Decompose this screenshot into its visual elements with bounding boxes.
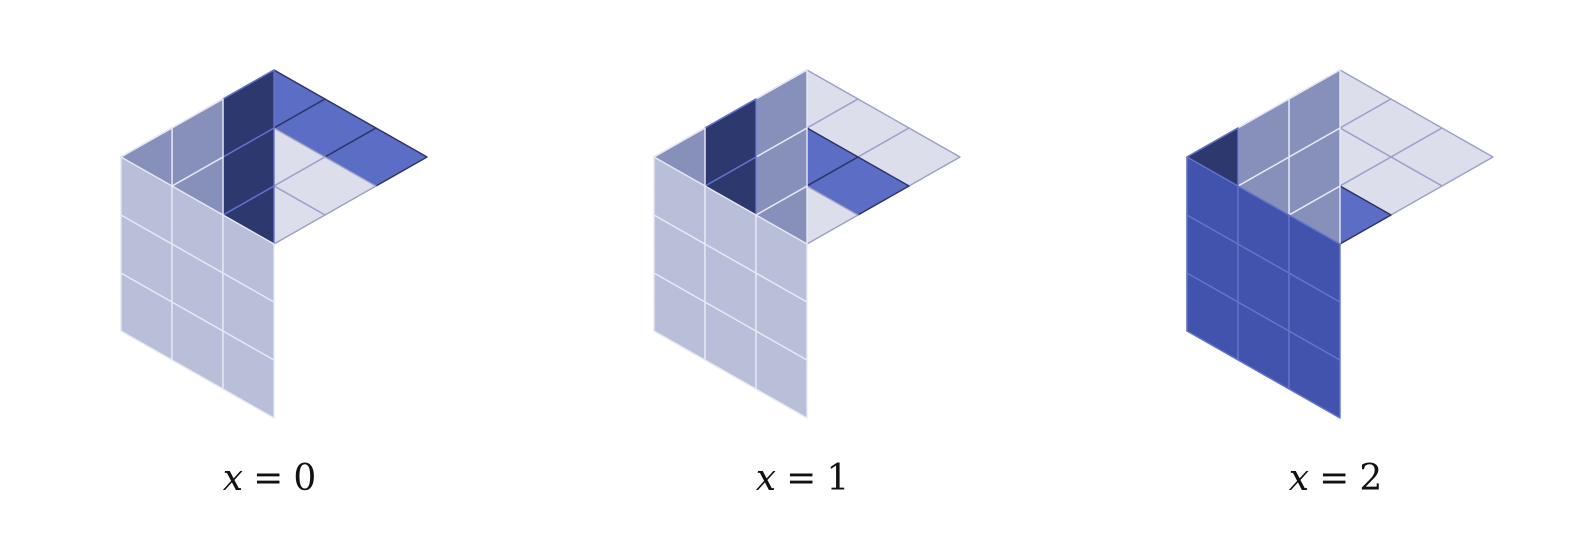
cube-x0 — [8, 0, 531, 450]
panel-x0 — [8, 0, 531, 558]
cube-x2 — [1074, 0, 1570, 450]
caption-value: 0 — [293, 458, 317, 499]
caption-x1 — [541, 458, 1064, 499]
panel-x2 — [1074, 0, 1570, 558]
caption-x0 — [8, 458, 531, 499]
cube-x1 — [541, 0, 1064, 450]
caption-x2 — [1074, 458, 1570, 499]
caption-operator: = — [786, 458, 817, 499]
caption-variable: x — [222, 458, 244, 499]
caption-variable: x — [1288, 458, 1310, 499]
caption-value: 1 — [826, 458, 850, 499]
caption-value: 2 — [1359, 458, 1383, 499]
panel-x1 — [541, 0, 1064, 558]
caption-operator: = — [253, 458, 284, 499]
caption-variable: x — [755, 458, 777, 499]
caption-operator: = — [1319, 458, 1350, 499]
